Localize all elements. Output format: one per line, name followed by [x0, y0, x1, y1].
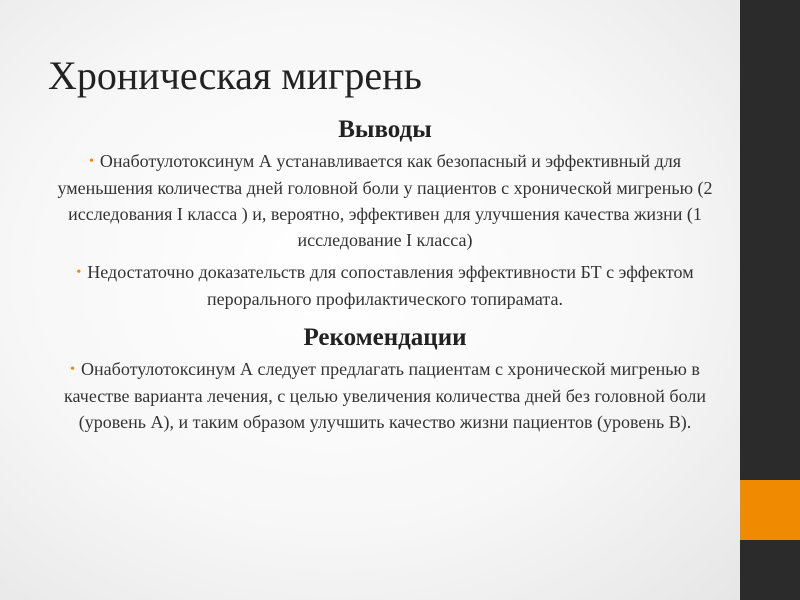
- slide-content: [40, 112, 730, 441]
- bullet-text: Недостаточно доказательств для сопоставления эффективности БТ с эффектом перорального профилактического топирамата.: [87, 262, 694, 309]
- slide-title: Хроническая мигрень: [48, 53, 422, 98]
- list-item: [40, 148, 730, 253]
- bullet-dot-icon: •: [88, 154, 94, 169]
- section-heading-recommendations: Рекомендации: [303, 324, 467, 351]
- bullet-dot-icon: •: [76, 265, 82, 280]
- bullet-text: Онаботулотоксинум А устанавливается как безопасный и эффективный для уменьшения количества дней головной боли у пациентов с хронической мигренью (2 исследования I класса ) и, вероятно, эффективен для улучшения качества жизни (1 исследование I класса): [57, 151, 713, 250]
- conclusions-list: [40, 148, 730, 312]
- section-heading-conclusions: Выводы: [338, 116, 432, 143]
- recommendations-list: [40, 356, 730, 435]
- sidebar-accent-block: [740, 480, 800, 540]
- list-item: [40, 356, 730, 435]
- bullet-dot-icon: •: [70, 362, 76, 377]
- list-item: [40, 259, 730, 312]
- bullet-text: Онаботулотоксинум А следует предлагать пациентам с хронической мигренью в качестве варианта лечения, с целью увеличения количества дней без головной боли (уровень А), и таким образом улучшить качество жизни пациентов (уровень B).: [64, 359, 706, 432]
